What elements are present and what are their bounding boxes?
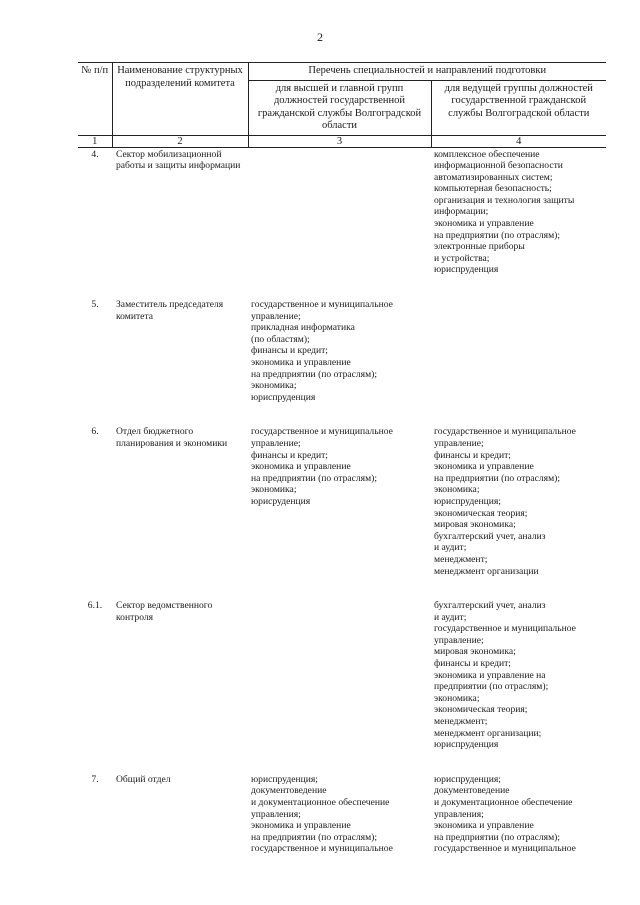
specialty-line: и аудит; [434, 611, 467, 623]
specialty-line: на предприятии (по отраслям); [434, 229, 561, 241]
leading-specialties-cell [431, 599, 606, 751]
specialty-line: предприятии (по отраслям); [434, 681, 549, 693]
specialty-line: юриспруденция [434, 264, 499, 276]
specialty-line: документоведение [434, 785, 510, 797]
specialty-line: государственное и муниципальное [434, 843, 576, 855]
header-subdivision-name: Наименование структурных подразделений комитета [112, 63, 248, 136]
table-row [78, 298, 606, 403]
specialty-line: документоведение [251, 785, 327, 797]
specialty-line: экономика и управление [251, 357, 351, 368]
subdivision-name: Отдел бюджетного планирования и экономики [116, 426, 228, 449]
specialty-line: юриспруденция; [434, 773, 501, 785]
subdivision-name: Сектор мобилизационной работы и защиты информации [116, 148, 241, 172]
subdivision-name: Заместитель председателя комитета [116, 299, 224, 322]
column-number: 1 [78, 135, 112, 147]
specialty-line: финансы и кредит; [251, 449, 328, 461]
specialty-line: электронные приборы [434, 241, 525, 253]
subdivision-name: Общий отдел [116, 773, 171, 785]
specialty-line: и аудит; [434, 542, 467, 554]
specialty-line: экономика; [434, 692, 480, 704]
leading-specialties-cell [431, 773, 606, 855]
senior-specialties-cell [248, 599, 431, 751]
row-spacer [78, 577, 606, 599]
specialty-line: управление; [251, 310, 301, 322]
senior-specialties-cell [248, 147, 431, 276]
specialty-line: менеджмент; [434, 553, 488, 565]
page-number: 2 [317, 30, 323, 44]
specialty-line: менеджмент; [434, 716, 488, 728]
specialty-line: бухгалтерский учет, анализ [434, 530, 546, 542]
senior-specialties-cell [248, 425, 431, 577]
row-spacer [78, 403, 606, 425]
row-number: 5. [91, 299, 99, 311]
column-number: 2 [112, 135, 248, 147]
specialty-line: государственное и муниципальное [251, 843, 393, 855]
column-number: 4 [431, 135, 606, 147]
specialty-line: компьютерная безопасность; [434, 183, 552, 195]
row-spacer [78, 751, 606, 773]
specialty-line: экономика и управление на [434, 669, 546, 681]
specialty-line: менеджмент организации [434, 565, 539, 577]
specialty-line: на предприятии (по отраслям); [434, 472, 561, 484]
specialty-line: управление; [434, 437, 484, 449]
table-row [78, 599, 606, 751]
column-number: 3 [248, 135, 431, 147]
leading-specialties-cell [431, 298, 606, 403]
header-senior-groups: для высшей и главной групп должностей государственной гражданской службы Волгоградской области [248, 80, 431, 135]
table-row [78, 773, 606, 855]
specialty-line: управление; [434, 634, 484, 646]
specialty-line: экономика; [251, 380, 297, 392]
specialty-line: экономика; [434, 484, 480, 496]
leading-specialties-cell [431, 425, 606, 577]
header-specialties-list: Перечень специальностей и направлений подготовки [248, 63, 606, 81]
specialty-line: на предприятии (по отраслям); [251, 472, 378, 484]
header-number: № п/п [78, 63, 112, 136]
specialty-line: управление; [251, 437, 301, 449]
row-number: 4. [91, 148, 99, 160]
specialty-line: экономика и управление [434, 218, 534, 230]
specialty-line: на предприятии (по отраслям); [251, 831, 378, 843]
specialty-line: экономика и управление [434, 820, 534, 832]
table-row [78, 425, 606, 577]
specialty-line: и документационное обеспечение [434, 797, 573, 808]
table-row [78, 147, 606, 276]
specialty-line: управления; [434, 808, 484, 820]
specialty-line: государственное и муниципальное [434, 426, 576, 438]
subdivision-name: Сектор ведомственного контроля [116, 600, 213, 623]
specialty-line: юриспруденция; [434, 495, 501, 507]
specialty-line: комплексное обеспечение [434, 148, 540, 160]
specialty-line: экономическая теория; [434, 507, 528, 519]
specialty-line: мировая экономика; [434, 646, 516, 658]
specialty-line: (по областям); [251, 333, 310, 345]
specialty-line: финансы и кредит; [434, 658, 511, 670]
specialty-line: экономическая теория; [434, 704, 528, 716]
header-leading-group: для ведущей группы должностей государственной гражданской службы Волгоградской области [431, 80, 606, 135]
specialty-line: информации; [434, 206, 489, 218]
row-number: 7. [91, 773, 99, 785]
specialty-line: государственное и муниципальное [434, 623, 576, 635]
specialty-line: бухгалтерский учет, анализ [434, 600, 546, 612]
specialty-line: юриспруденция; [251, 773, 318, 785]
specialty-line: юриспруденция [434, 739, 499, 751]
row-number: 6. [91, 426, 99, 438]
specialty-line: на предприятии (по отраслям); [251, 368, 378, 380]
specialty-line: на предприятии (по отраслям); [434, 831, 561, 843]
specialties-table [78, 62, 606, 855]
leading-specialties-cell [431, 147, 606, 276]
specialty-line: юрисруденция [251, 495, 311, 507]
specialty-line: автоматизированных систем; [434, 171, 553, 183]
specialty-line: мировая экономика; [434, 519, 516, 531]
specialty-line: экономика; [251, 484, 297, 496]
specialty-line: государственное и муниципальное [251, 299, 393, 311]
row-number: 6.1. [87, 600, 103, 612]
specialty-line: прикладная информатика [251, 322, 355, 334]
specialty-line: юриспруденция [251, 391, 316, 403]
table-body [78, 147, 606, 855]
specialty-line: финансы и кредит; [251, 345, 328, 357]
specialty-line: и устройства; [434, 252, 490, 264]
specialty-line: финансы и кредит; [434, 449, 511, 461]
specialty-line: экономика и управление [251, 461, 351, 473]
column-numbers-row [78, 135, 606, 147]
senior-specialties-cell [248, 773, 431, 855]
specialty-line: менеджмент организации; [434, 727, 542, 739]
specialty-line: управления; [251, 808, 301, 820]
specialty-line: информационной безопасности [434, 160, 563, 172]
specialty-line: организация и технология защиты [434, 194, 575, 206]
senior-specialties-cell [248, 298, 431, 403]
specialty-line: экономика и управление [434, 461, 534, 473]
specialty-line: и документационное обеспечение [251, 797, 390, 808]
specialty-line: государственное и муниципальное [251, 426, 393, 438]
specialty-line: экономика и управление [251, 820, 351, 832]
row-spacer [78, 276, 606, 298]
